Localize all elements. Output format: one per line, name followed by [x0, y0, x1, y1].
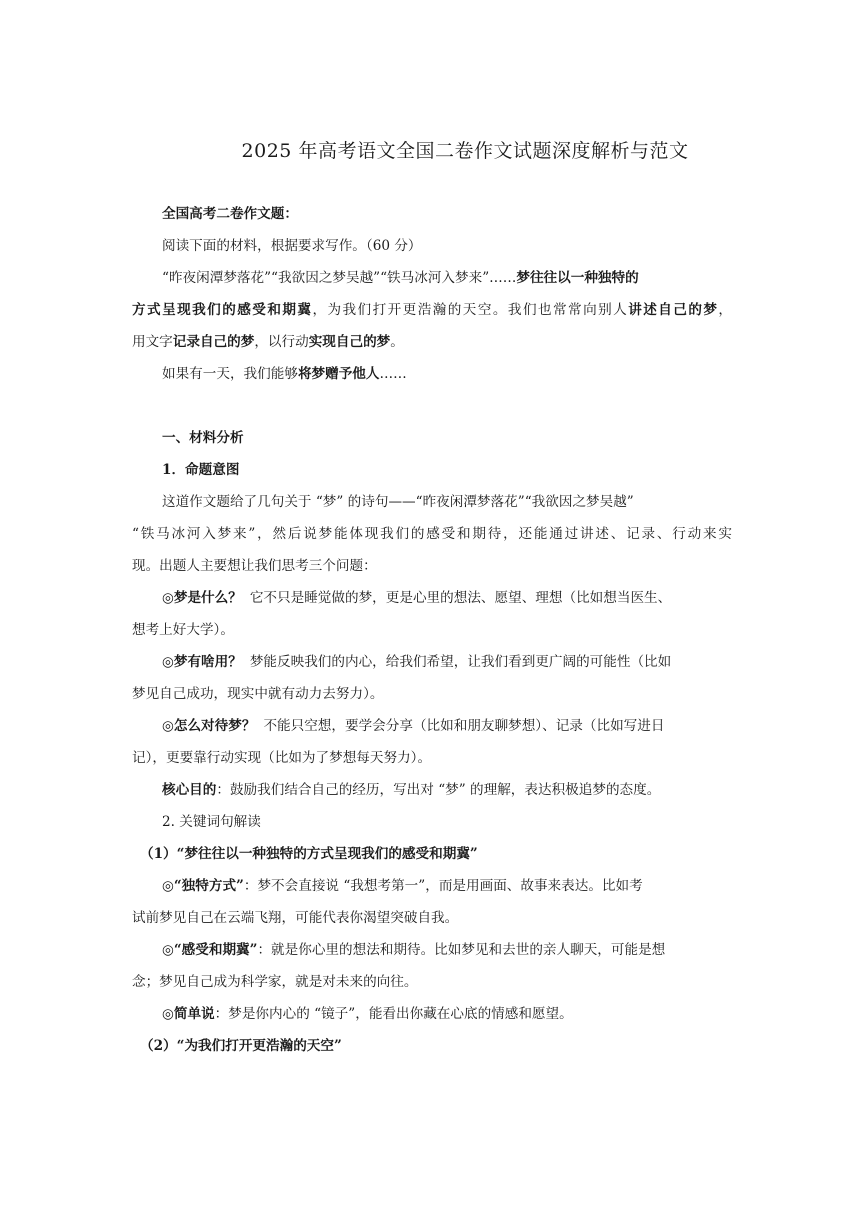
section-heading: 一、材料分析 [162, 430, 244, 446]
keyword-label: ◎“独特方式” [162, 878, 244, 894]
prompt-line [132, 300, 732, 320]
keyword-text: ：梦不会直接说 “我想考第一”，而是用画面、故事来表达。比如考 [243, 878, 643, 894]
question-label: ◎梦是什么？ [162, 590, 242, 606]
prompt-text: “昨夜闲潭梦落花”“我欲因之梦吴越”“铁马冰河入梦来”…… [162, 270, 517, 286]
question-label: ◎怎么对待梦？ [162, 718, 256, 734]
paragraph-line: 现。出题人主要想让我们思考三个问题： [132, 558, 377, 574]
prompt-emphasis: 实现自己的梦 [308, 334, 391, 350]
keyword-line [162, 1004, 573, 1024]
question-line [162, 588, 671, 608]
subsection-heading: 1．命题意图 [162, 462, 240, 478]
paragraph-line: 这道作文题给了几句关于 “梦” 的诗句——“昨夜闲潭梦落花”“我欲因之梦吴越” [162, 494, 634, 510]
prompt-emphasis: 梦往往以一种独特的 [516, 270, 639, 286]
question-line: 记），更要靠行动实现（比如为了梦想每天努力）。 [132, 750, 432, 766]
prompt-emphasis: 方式呈现我们的感受和期冀 [132, 302, 313, 318]
prompt-text: ，为我们打开更浩瀚的天空。我们也常常向别人 [312, 302, 629, 318]
core-purpose-text: ：鼓励我们结合自己的经历，写出对 “梦” 的理解，表达积极追梦的态度。 [216, 782, 661, 798]
keyword-line [162, 876, 643, 896]
prompt-text: 。 [390, 334, 404, 350]
keyword-line: 试前梦见自己在云端飞翔，可能代表你渴望突破自我。 [132, 910, 459, 926]
paragraph-line: “铁马冰河入梦来”，然后说梦能体现我们的感受和期待，还能通过讲述、记录、行动来实 [132, 526, 732, 542]
prompt-line [132, 332, 404, 352]
question-text: 梦能反映我们的内心，给我们希望，让我们看到更广阔的可能性（比如 [249, 654, 672, 670]
keyword-line [162, 940, 665, 960]
prompt-line [162, 364, 407, 384]
keyword-label: ◎简单说 [162, 1006, 215, 1022]
prompt-text: ，以行动 [254, 334, 309, 350]
prompt-emphasis: 记录自己的梦 [172, 334, 255, 350]
prompt-text: ， [718, 302, 733, 318]
keyword-heading: （1）“梦往往以一种独特的方式呈现我们的感受和期冀” [140, 846, 478, 862]
subsection-heading: 2. 关键词句解读 [162, 814, 261, 830]
prompt-emphasis: 讲述自己的梦 [628, 302, 719, 318]
keyword-text: ：梦是你内心的 “镜子”，能看出你藏在心底的情感和愿望。 [214, 1006, 573, 1022]
prompt-text: 如果有一天，我们能够 [162, 366, 298, 382]
question-text: 它不只是睡觉做的梦，更是心里的想法、愿望、理想（比如想当医生、 [249, 590, 672, 606]
prompt-instruction: 阅读下面的材料，根据要求写作。（60 分） [162, 238, 422, 254]
question-line: 梦见自己成功，现实中就有动力去努力）。 [132, 686, 384, 702]
prompt-emphasis: 将梦赠予他人 [297, 366, 380, 382]
question-line [162, 716, 664, 736]
keyword-label: ◎“感受和期冀” [162, 942, 258, 958]
page-title: 2025 年高考语文全国二卷作文试题深度解析与范文 [241, 140, 689, 162]
core-purpose-line [162, 780, 660, 800]
keyword-heading: （2）“为我们打开更浩瀚的天空” [140, 1038, 342, 1054]
prompt-text: …… [379, 366, 407, 382]
core-purpose-label: 核心目的 [162, 782, 217, 798]
question-label: ◎梦有啥用？ [162, 654, 242, 670]
question-line [162, 652, 671, 672]
prompt-text: 用文字 [132, 334, 173, 350]
question-line: 想考上好大学）。 [132, 622, 234, 638]
prompt-line [162, 268, 639, 288]
keyword-line: 念；梦见自己成为科学家，就是对未来的向往。 [132, 974, 418, 990]
keyword-text: ：就是你心里的想法和期待。比如梦见和去世的亲人聊天，可能是想 [257, 942, 666, 958]
prompt-heading: 全国高考二卷作文题： [162, 206, 298, 222]
question-text: 不能只空想，要学会分享（比如和朋友聊梦想）、记录（比如写进日 [263, 718, 665, 734]
